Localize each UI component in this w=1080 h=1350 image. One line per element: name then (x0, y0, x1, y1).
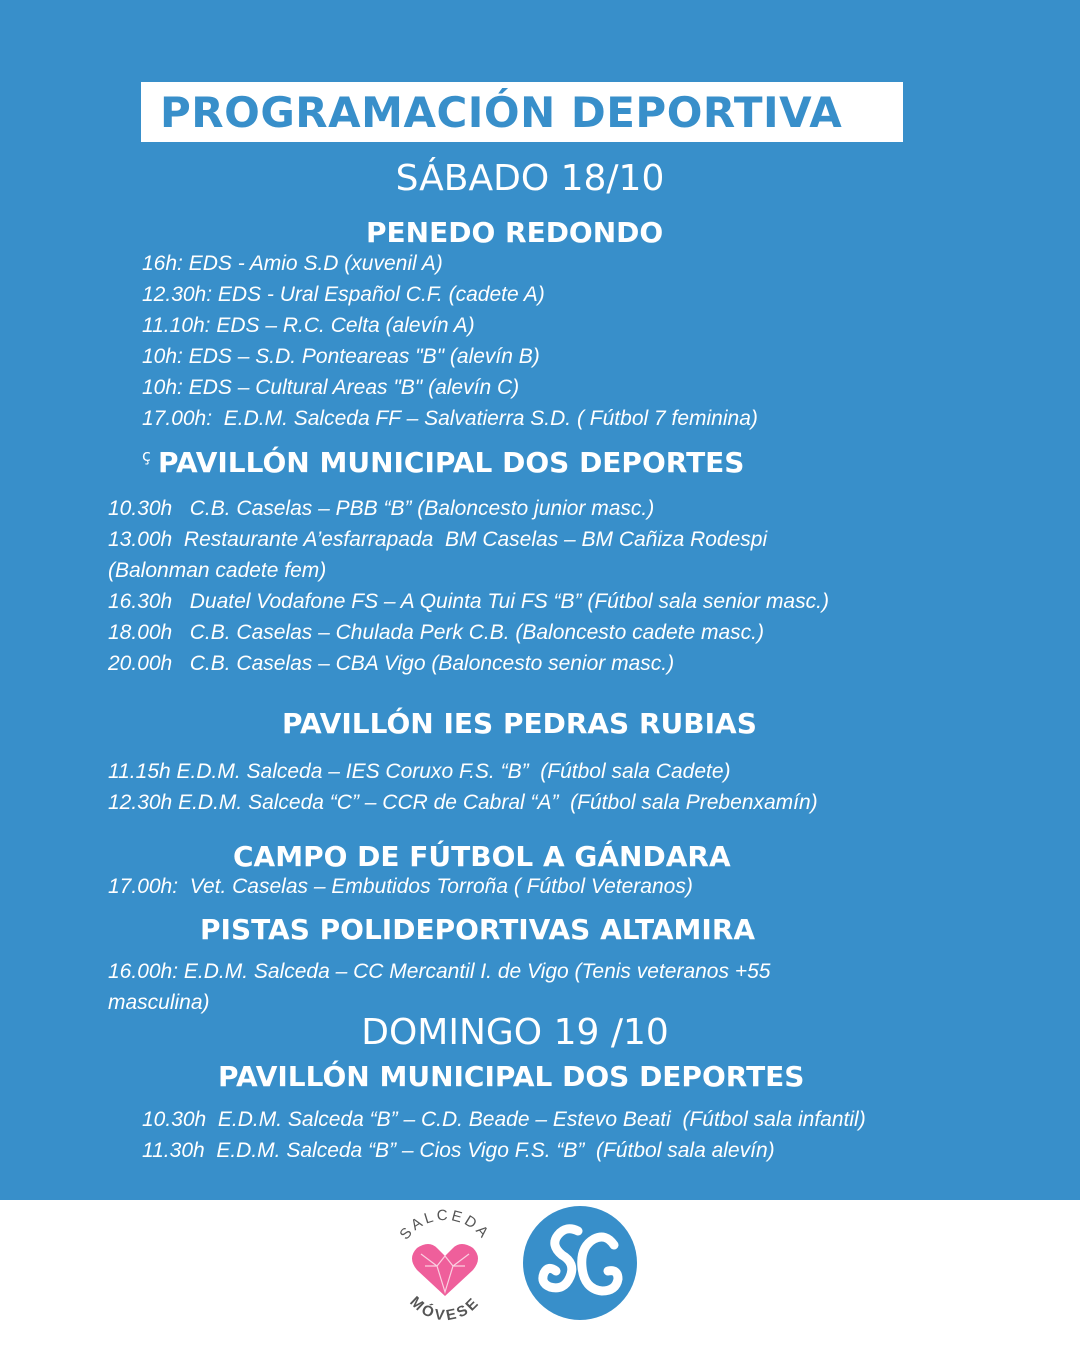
list-item: 17.00h: E.D.M. Salceda FF – Salvatierra S.D. ( Fútbol 7 feminina) (142, 407, 758, 430)
logo-bottom-text: MÓVESE (406, 1293, 484, 1325)
list-item: 18.00h C.B. Caselas – Chulada Perk C.B. (Baloncesto cadete masc.) (108, 621, 764, 644)
day-heading-saturday: SÁBADO 18/10 (395, 158, 665, 199)
venue-campo-gandara: CAMPO DE FÚTBOL A GÁNDARA (233, 840, 731, 873)
list-item: 11.15h E.D.M. Salceda – IES Coruxo F.S. “B” (Fútbol sala Cadete) (108, 760, 731, 783)
list-item: 10.30h C.B. Caselas – PBB “B” (Baloncesto junior masc.) (108, 497, 655, 520)
list-item: 16h: EDS - Amio S.D (xuvenil A) (142, 252, 443, 275)
venue-pavillon-municipal-sunday: PAVILLÓN MUNICIPAL DOS DEPORTES (218, 1060, 805, 1093)
list-item: 17.00h: Vet. Caselas – Embutidos Torroña ( Fútbol Veteranos) (108, 875, 693, 898)
list-item: 10h: EDS – S.D. Ponteareas "B" (alevín B) (142, 345, 540, 368)
logo-top-text: SALCEDA (396, 1206, 494, 1244)
venue-penedo-redondo: PENEDO REDONDO (366, 216, 664, 249)
venue-pavillon-municipal: PAVILLÓN MUNICIPAL DOS DEPORTES (158, 446, 745, 479)
venue-ies-pedras-rubias: PAVILLÓN IES PEDRAS RUBIAS (282, 707, 757, 740)
list-item: 10h: EDS – Cultural Areas "B" (alevín C) (142, 376, 520, 399)
venue-pistas-altamira: PISTAS POLIDEPORTIVAS ALTAMIRA (200, 913, 756, 946)
svg-text:MÓVESE (406, 1293, 483, 1324)
list-item: 11.30h E.D.M. Salceda “B” – Cios Vigo F.S. “B” (Fútbol sala alevín) (142, 1139, 775, 1162)
footer (0, 1200, 1080, 1350)
stray-glyph: ç (142, 446, 151, 465)
list-item: 16.30h Duatel Vodafone FS – A Quinta Tui FS “B” (Fútbol sala senior masc.) (108, 590, 829, 613)
list-item: 16.00h: E.D.M. Salceda – CC Mercantil I. de Vigo (Tenis veteranos +55 (108, 960, 771, 983)
list-item: 20.00h C.B. Caselas – CBA Vigo (Baloncesto senior masc.) (108, 652, 675, 675)
sc-monogram-logo (522, 1205, 638, 1321)
list-item: masculina) (108, 991, 210, 1014)
list-item: 12.30h: EDS - Ural Español C.F. (cadete A) (142, 283, 545, 306)
salceda-movese-logo (385, 1204, 505, 1344)
list-item: 10.30h E.D.M. Salceda “B” – C.D. Beade – Estevo Beati (Fútbol sala infantil) (142, 1108, 866, 1131)
heart-icon (412, 1244, 478, 1296)
list-item: (Balonman cadete fem) (108, 559, 327, 582)
day-heading-sunday: DOMINGO 19 /10 (361, 1012, 669, 1053)
page-title: PROGRAMACIÓN DEPORTIVA (160, 88, 843, 137)
monogram-text: SC (522, 1205, 524, 1206)
list-item: 12.30h E.D.M. Salceda “C” – CCR de Cabral “A” (Fútbol sala Prebenxamín) (108, 791, 818, 814)
list-item: 13.00h Restaurante A’esfarrapada BM Caselas – BM Cañiza Rodespi (108, 528, 768, 551)
list-item: 11.10h: EDS – R.C. Celta (alevín A) (142, 314, 475, 337)
svg-text:SALCEDA (396, 1207, 493, 1243)
